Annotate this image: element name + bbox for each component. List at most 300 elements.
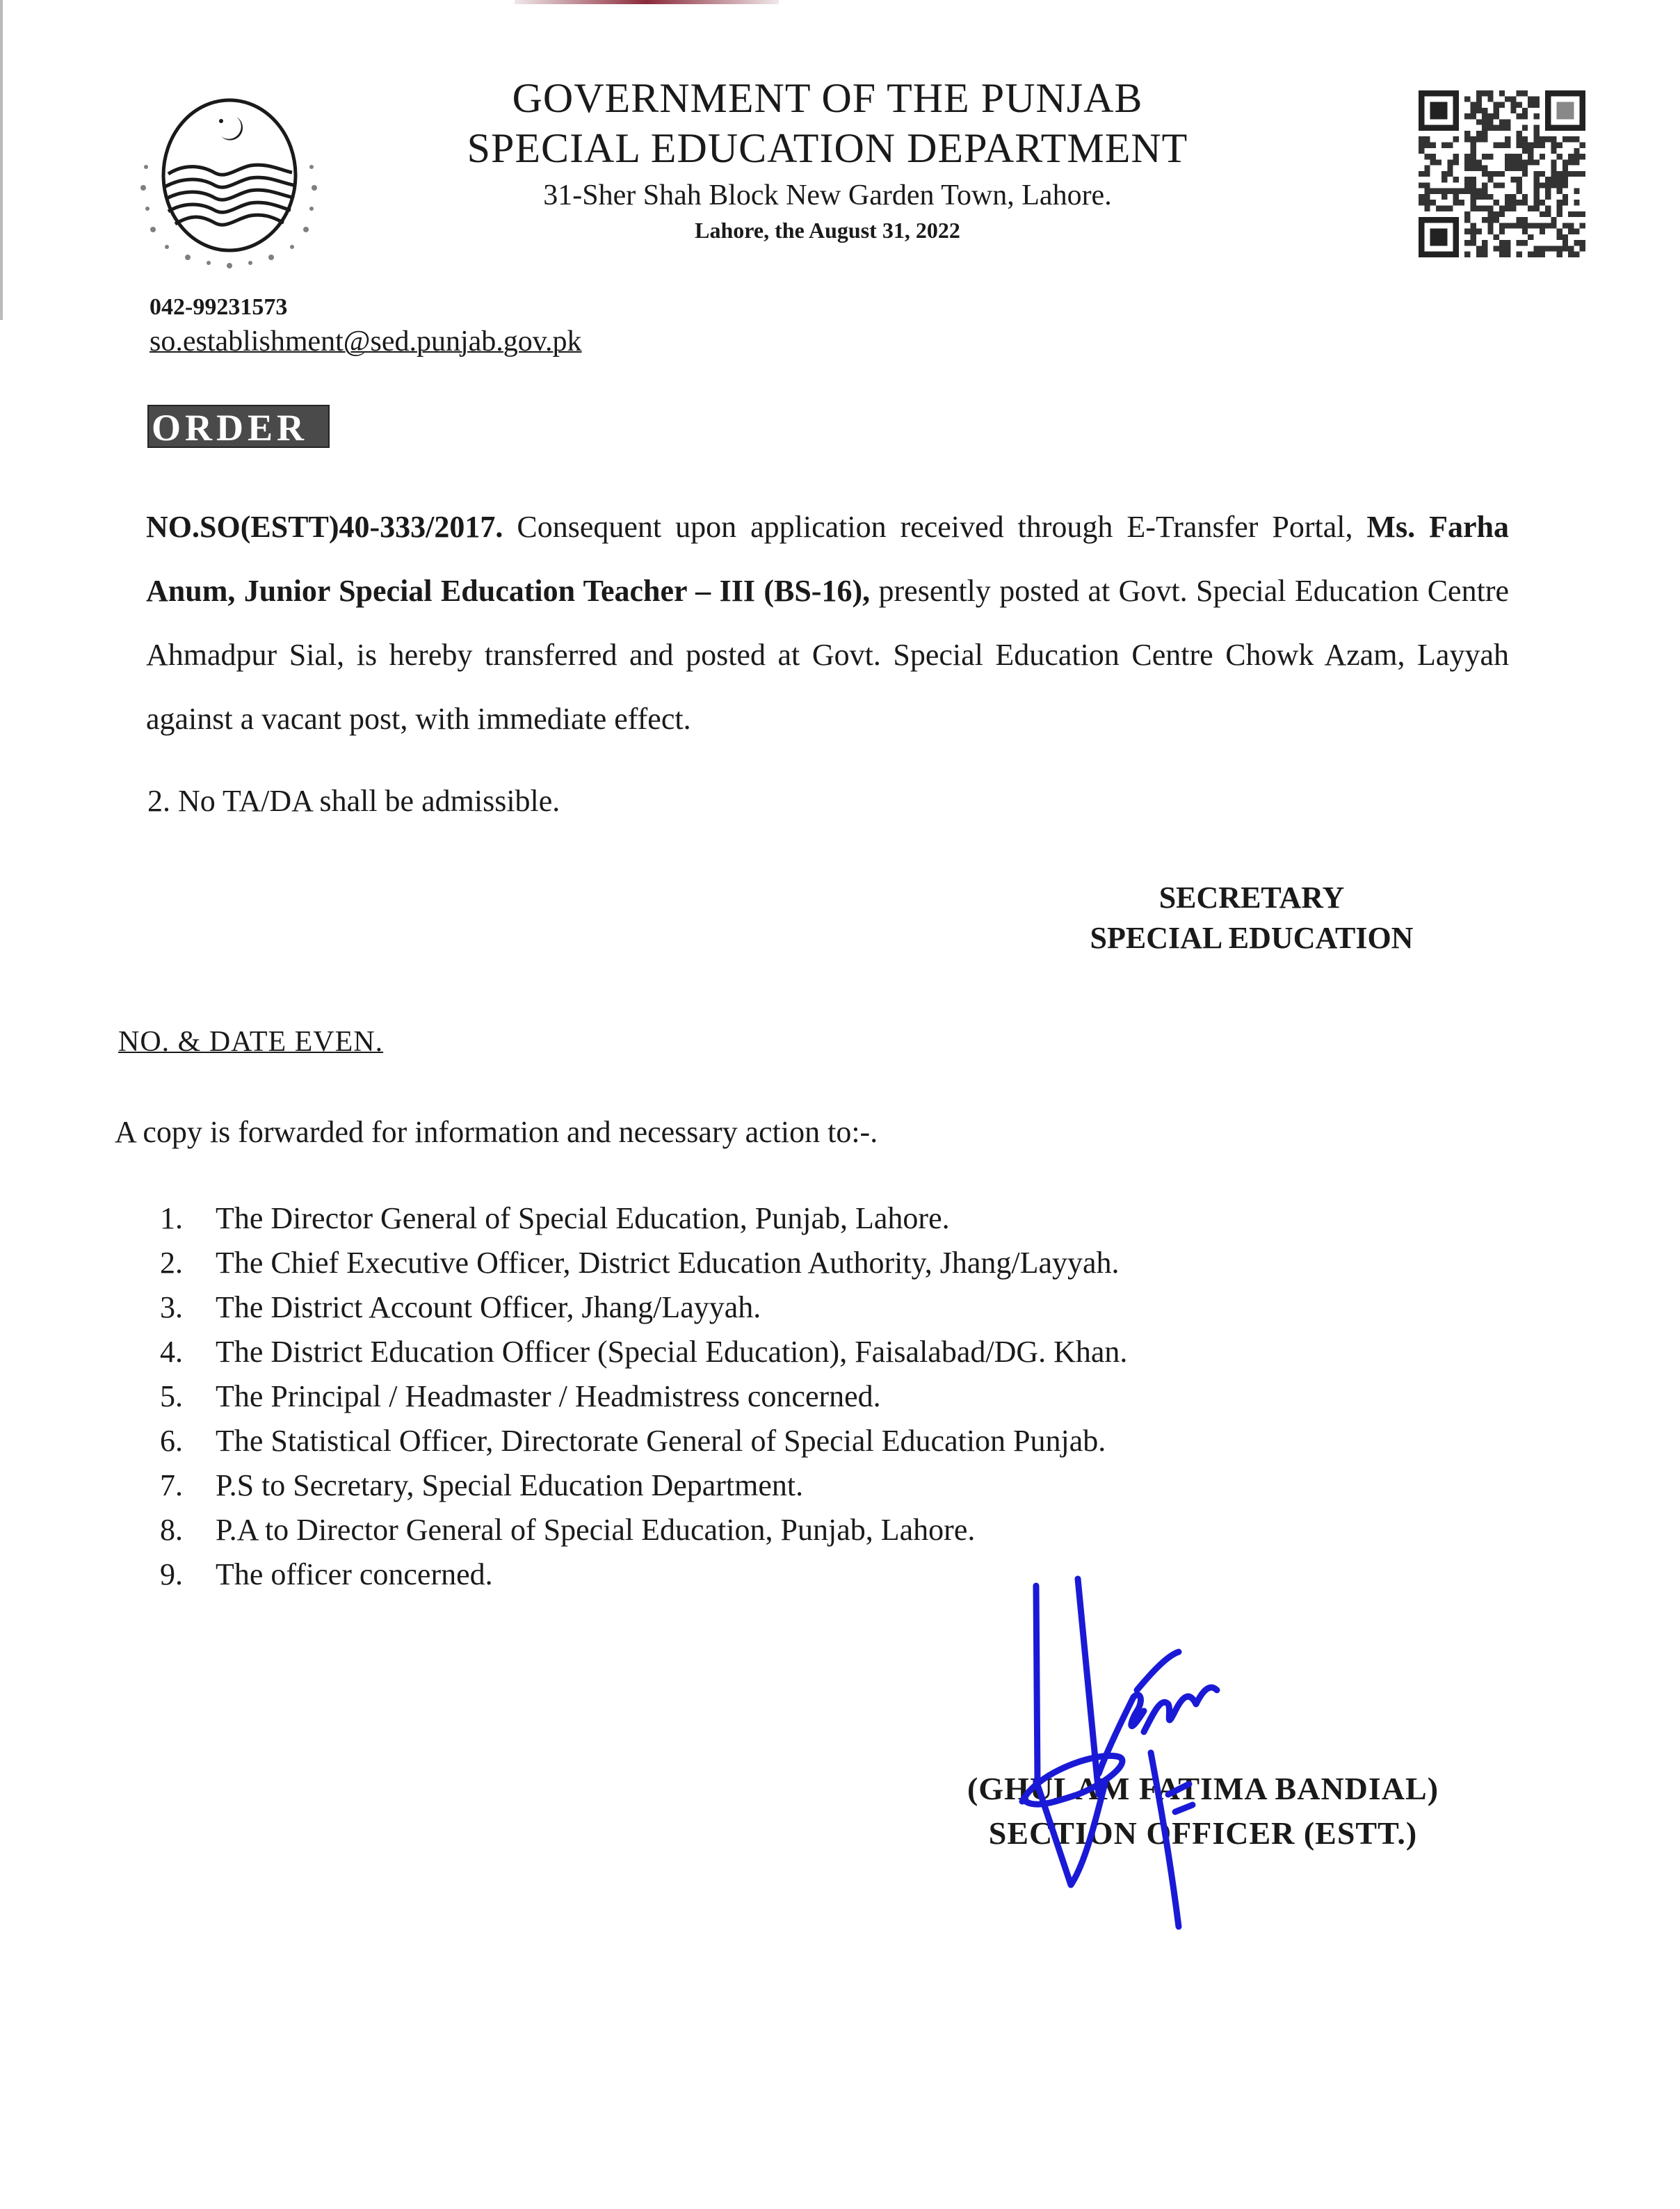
qr-module [1424, 182, 1430, 188]
qr-module [1424, 194, 1430, 200]
qr-module [1487, 125, 1493, 131]
qr-module [1534, 102, 1540, 108]
qr-module [1551, 246, 1556, 251]
qr-module [1482, 131, 1487, 136]
qr-module [1470, 102, 1476, 108]
scan-edge-mark [515, 0, 779, 4]
qr-module [1494, 113, 1499, 119]
qr-module [1545, 206, 1551, 211]
qr-module [1510, 177, 1516, 182]
qr-module [1424, 142, 1430, 147]
qr-code-icon [1419, 90, 1585, 257]
qr-module [1441, 194, 1447, 200]
qr-module [1568, 211, 1574, 217]
qr-module [1505, 154, 1510, 159]
qr-module [1476, 166, 1482, 171]
qr-module [1505, 142, 1510, 147]
secretary-block [1057, 878, 1446, 958]
qr-module [1487, 113, 1493, 119]
qr-module [1545, 194, 1551, 200]
qr-module [1470, 177, 1476, 182]
qr-module [1534, 194, 1540, 200]
qr-module [1499, 171, 1505, 177]
qr-module [1487, 154, 1493, 159]
qr-module [1482, 194, 1487, 200]
qr-module [1470, 136, 1476, 142]
qr-module [1517, 142, 1522, 147]
officer-title: SECTION OFFICER (ESTT.) [988, 1815, 1418, 1851]
qr-module [1568, 159, 1574, 165]
qr-module [1562, 166, 1568, 171]
qr-module [1568, 171, 1574, 177]
qr-module [1505, 159, 1510, 165]
email-link[interactable]: so.establishment@sed.punjab.gov.pk [150, 326, 582, 358]
qr-module [1545, 177, 1551, 182]
qr-module [1551, 223, 1556, 228]
qr-module [1424, 171, 1430, 177]
qr-module [1476, 119, 1482, 124]
qr-module [1580, 223, 1585, 228]
qr-module [1562, 136, 1568, 142]
qr-module [1557, 246, 1562, 251]
qr-module [1441, 188, 1447, 194]
qr-module [1476, 102, 1482, 108]
list-item-number: 6. [160, 1424, 183, 1458]
qr-module [1499, 102, 1505, 108]
qr-module [1505, 125, 1510, 131]
qr-module [1557, 206, 1562, 211]
qr-module [1517, 166, 1522, 171]
qr-module [1476, 246, 1482, 251]
qr-module [1522, 159, 1528, 165]
qr-module [1510, 194, 1516, 200]
qr-module [1574, 188, 1579, 194]
list-item-number: 5. [160, 1379, 183, 1413]
list-item [160, 1330, 1127, 1374]
qr-module [1470, 182, 1476, 188]
qr-module [1505, 136, 1510, 142]
phone-number: 042-99231573 [150, 294, 288, 320]
qr-module [1534, 96, 1540, 102]
qr-module [1580, 171, 1585, 177]
qr-module [1430, 188, 1436, 194]
qr-module [1494, 211, 1499, 217]
qr-module [1487, 90, 1493, 96]
qr-module [1424, 154, 1430, 159]
order-number: NO.SO(ESTT)40-333/2017. [146, 510, 503, 544]
qr-module [1494, 182, 1499, 188]
qr-module [1447, 159, 1453, 165]
qr-module [1487, 119, 1493, 124]
qr-module [1424, 206, 1430, 211]
qr-module [1557, 154, 1562, 159]
qr-module [1517, 200, 1522, 205]
qr-module [1522, 136, 1528, 142]
qr-module [1441, 206, 1447, 211]
qr-module [1476, 188, 1482, 194]
qr-module [1540, 136, 1545, 142]
qr-module [1447, 206, 1453, 211]
qr-module [1464, 96, 1470, 102]
qr-module [1482, 252, 1487, 257]
qr-module [1528, 206, 1533, 211]
qr-module [1510, 108, 1516, 113]
list-item [160, 1374, 1127, 1419]
qr-module [1528, 223, 1533, 228]
qr-module [1534, 246, 1540, 251]
qr-module [1487, 177, 1493, 182]
qr-module [1430, 159, 1436, 165]
qr-module [1499, 206, 1505, 211]
qr-module [1522, 200, 1528, 205]
qr-module [1545, 136, 1551, 142]
list-item-text: The District Account Officer, Jhang/Layyah. [216, 1290, 761, 1324]
qr-module [1545, 188, 1551, 194]
list-item-number: 8. [160, 1513, 183, 1547]
qr-module [1517, 154, 1522, 159]
list-item-text: The officer concerned. [216, 1557, 493, 1591]
qr-module [1522, 113, 1528, 119]
qr-module [1568, 246, 1574, 251]
signature-icon [994, 1572, 1342, 1934]
qr-module [1568, 252, 1574, 257]
qr-module [1574, 159, 1579, 165]
qr-module [1470, 159, 1476, 165]
qr-module [1540, 142, 1545, 147]
qr-module [1470, 229, 1476, 234]
qr-module [1476, 96, 1482, 102]
qr-module [1557, 234, 1562, 240]
qr-module [1464, 182, 1470, 188]
qr-module [1464, 113, 1470, 119]
qr-module [1517, 159, 1522, 165]
qr-module [1419, 142, 1424, 147]
qr-module [1540, 229, 1545, 234]
qr-module [1557, 252, 1562, 257]
qr-module [1464, 136, 1470, 142]
list-item-number: 4. [160, 1335, 183, 1369]
qr-module [1494, 234, 1499, 240]
qr-module [1499, 211, 1505, 217]
qr-module [1522, 194, 1528, 200]
qr-module [1453, 194, 1459, 200]
qr-module [1470, 234, 1476, 240]
qr-module [1534, 182, 1540, 188]
qr-module [1487, 206, 1493, 211]
qr-module [1499, 119, 1505, 124]
qr-module [1436, 206, 1441, 211]
qr-module [1482, 108, 1487, 113]
qr-module [1499, 223, 1505, 228]
qr-module [1470, 206, 1476, 211]
qr-module [1522, 240, 1528, 246]
qr-module [1436, 159, 1441, 165]
order-body [146, 495, 1509, 751]
qr-module [1562, 171, 1568, 177]
qr-module [1482, 154, 1487, 159]
qr-module [1522, 223, 1528, 228]
qr-module [1470, 154, 1476, 159]
list-item-text: The Principal / Headmaster / Headmistress concerned. [216, 1379, 881, 1413]
qr-module [1482, 90, 1487, 96]
qr-module [1562, 177, 1568, 182]
qr-module [1562, 182, 1568, 188]
list-item-text: The Director General of Special Education, Punjab, Lahore. [216, 1201, 950, 1235]
qr-module [1574, 229, 1579, 234]
department-address: 31-Sher Shah Block New Garden Town, Lahore. [543, 179, 1112, 211]
qr-module [1441, 171, 1447, 177]
qr-module [1510, 154, 1516, 159]
qr-module [1545, 211, 1551, 217]
qr-module [1453, 136, 1459, 142]
qr-module [1528, 102, 1533, 108]
qr-module [1551, 171, 1556, 177]
qr-module [1574, 148, 1579, 154]
qr-module [1540, 200, 1545, 205]
qr-module [1534, 142, 1540, 147]
list-item-text: The Statistical Officer, Directorate General of Special Education Punjab. [216, 1424, 1106, 1458]
qr-module [1540, 223, 1545, 228]
qr-module [1476, 194, 1482, 200]
qr-module [1534, 188, 1540, 194]
qr-module [1517, 240, 1522, 246]
qr-module [1499, 125, 1505, 131]
qr-module [1540, 171, 1545, 177]
list-item-text: The Chief Executive Officer, District Education Authority, Jhang/Layyah. [216, 1246, 1120, 1280]
qr-module [1517, 217, 1522, 223]
qr-module [1470, 194, 1476, 200]
qr-module [1487, 171, 1493, 177]
qr-module [1534, 223, 1540, 228]
qr-module [1494, 200, 1499, 205]
qr-module [1447, 166, 1453, 171]
qr-module [1528, 148, 1533, 154]
qr-module [1464, 166, 1470, 171]
qr-module [1447, 171, 1453, 177]
qr-module [1517, 136, 1522, 142]
qr-module [1464, 211, 1470, 217]
qr-module [1419, 194, 1424, 200]
qr-module [1494, 102, 1499, 108]
qr-module [1510, 200, 1516, 205]
qr-module [1534, 200, 1540, 205]
qr-module [1482, 171, 1487, 177]
qr-module [1499, 142, 1505, 147]
qr-module [1510, 102, 1516, 108]
qr-module [1494, 108, 1499, 113]
qr-module [1505, 252, 1510, 257]
qr-module [1574, 252, 1579, 257]
qr-module [1505, 96, 1510, 102]
government-title: GOVERNMENT OF THE PUNJAB [512, 75, 1143, 121]
qr-module [1540, 252, 1545, 257]
qr-module [1499, 229, 1505, 234]
qr-module [1534, 125, 1540, 131]
list-item [160, 1285, 1127, 1330]
qr-module [1580, 142, 1585, 147]
qr-module [1419, 136, 1424, 142]
order-clause-2: 2. No TA/DA shall be admissible. [147, 784, 560, 818]
qr-module [1528, 142, 1533, 147]
qr-module [1557, 182, 1562, 188]
qr-module [1522, 125, 1528, 131]
contact-block [150, 292, 582, 360]
qr-module [1505, 206, 1510, 211]
qr-module [1482, 188, 1487, 194]
qr-module [1534, 252, 1540, 257]
qr-module [1505, 194, 1510, 200]
qr-module [1517, 182, 1522, 188]
qr-module [1464, 240, 1470, 246]
qr-module [1522, 108, 1528, 113]
qr-module [1482, 166, 1487, 171]
qr-module [1528, 96, 1533, 102]
qr-module [1470, 166, 1476, 171]
qr-module [1517, 223, 1522, 228]
qr-module [1574, 154, 1579, 159]
qr-module [1482, 246, 1487, 251]
qr-module [1476, 108, 1482, 113]
qr-module [1487, 211, 1493, 217]
list-item-text: The District Education Officer (Special Education), Faisalabad/DG. Khan. [216, 1335, 1128, 1369]
qr-module [1551, 217, 1556, 223]
qr-module [1476, 159, 1482, 165]
copy-recipients-list [160, 1196, 1127, 1597]
qr-module [1464, 217, 1470, 223]
qr-module [1419, 148, 1424, 154]
qr-module [1517, 131, 1522, 136]
qr-module [1568, 223, 1574, 228]
list-item [160, 1463, 1127, 1508]
qr-module [1568, 136, 1574, 142]
qr-module [1487, 194, 1493, 200]
list-item [160, 1196, 1127, 1241]
qr-module [1545, 246, 1551, 251]
qr-module [1522, 90, 1528, 96]
qr-module [1470, 200, 1476, 205]
qr-module [1482, 217, 1487, 223]
qr-module [1528, 234, 1533, 240]
qr-module [1430, 142, 1436, 147]
qr-module [1470, 108, 1476, 113]
qr-module [1464, 252, 1470, 257]
qr-module [1551, 159, 1556, 165]
order-text-intro: Consequent upon application received through E-Transfer Portal, [503, 510, 1367, 544]
qr-module [1580, 240, 1585, 246]
qr-module [1494, 171, 1499, 177]
qr-module [1574, 240, 1579, 246]
qr-module [1517, 188, 1522, 194]
order-date: Lahore, the August 31, 2022 [695, 218, 960, 243]
officer-name: (GHULAM FATIMA BANDIAL) [967, 1771, 1439, 1806]
list-item [160, 1508, 1127, 1552]
qr-module [1424, 166, 1430, 171]
qr-module [1551, 182, 1556, 188]
qr-module [1482, 206, 1487, 211]
qr-module [1510, 206, 1516, 211]
qr-module [1545, 223, 1551, 228]
qr-module [1551, 166, 1556, 171]
qr-module [1574, 136, 1579, 142]
qr-module [1494, 217, 1499, 223]
department-title: SPECIAL EDUCATION DEPARTMENT [467, 125, 1188, 171]
qr-module [1494, 142, 1499, 147]
qr-module [1574, 171, 1579, 177]
secretary-title: SECRETARY [1158, 881, 1345, 915]
qr-module [1517, 90, 1522, 96]
qr-module [1528, 159, 1533, 165]
qr-module [1505, 223, 1510, 228]
letterhead [389, 73, 1266, 246]
qr-module [1562, 240, 1568, 246]
qr-module [1510, 166, 1516, 171]
qr-module [1436, 188, 1441, 194]
qr-module [1510, 96, 1516, 102]
qr-module [1540, 154, 1545, 159]
qr-module [1505, 246, 1510, 251]
qr-module [1574, 211, 1579, 217]
qr-module [1476, 90, 1482, 96]
qr-module [1476, 131, 1482, 136]
qr-module [1574, 200, 1579, 205]
qr-module [1568, 154, 1574, 159]
qr-module [1464, 188, 1470, 194]
qr-module [1551, 136, 1556, 142]
secretary-department: SPECIAL EDUCATION [1090, 921, 1414, 955]
list-item-number: 2. [160, 1246, 183, 1280]
qr-module [1528, 154, 1533, 159]
qr-module [1534, 131, 1540, 136]
qr-module [1482, 182, 1487, 188]
qr-module [1441, 177, 1447, 182]
qr-module [1453, 159, 1459, 165]
qr-module [1464, 229, 1470, 234]
qr-module [1522, 229, 1528, 234]
qr-module [1551, 148, 1556, 154]
qr-module [1551, 177, 1556, 182]
qr-module [1534, 136, 1540, 142]
qr-module [1476, 136, 1482, 142]
qr-module [1505, 166, 1510, 171]
qr-module [1557, 171, 1562, 177]
qr-module [1419, 171, 1424, 177]
qr-module [1453, 188, 1459, 194]
qr-module [1494, 125, 1499, 131]
qr-module [1470, 142, 1476, 147]
order-heading: ORDER [147, 405, 330, 448]
qr-module [1528, 252, 1533, 257]
qr-module [1430, 154, 1436, 159]
list-item-number: 3. [160, 1290, 183, 1324]
qr-module [1534, 113, 1540, 119]
qr-module [1568, 229, 1574, 234]
qr-module [1510, 223, 1516, 228]
list-item [160, 1419, 1127, 1463]
qr-module [1562, 194, 1568, 200]
qr-module [1517, 102, 1522, 108]
qr-module [1557, 200, 1562, 205]
qr-module [1540, 246, 1545, 251]
order-text-transfer: presently posted at Govt. Special Education Centre Ahmadpur Sial, is hereby transferred and posted at Govt. Special Education Centre Chowk Azam, Layyah against a vacant post, with immediate effect. [146, 574, 1509, 736]
no-and-date-even: NO. & DATE EVEN. [118, 1026, 384, 1058]
list-item-text: P.S to Secretary, Special Education Department. [216, 1468, 804, 1502]
qr-module [1464, 159, 1470, 165]
qr-module [1562, 234, 1568, 240]
qr-module [1470, 113, 1476, 119]
qr-module [1562, 246, 1568, 251]
copy-forward-intro: A copy is forwarded for information and necessary action to:-. [115, 1115, 878, 1149]
qr-module [1540, 211, 1545, 217]
